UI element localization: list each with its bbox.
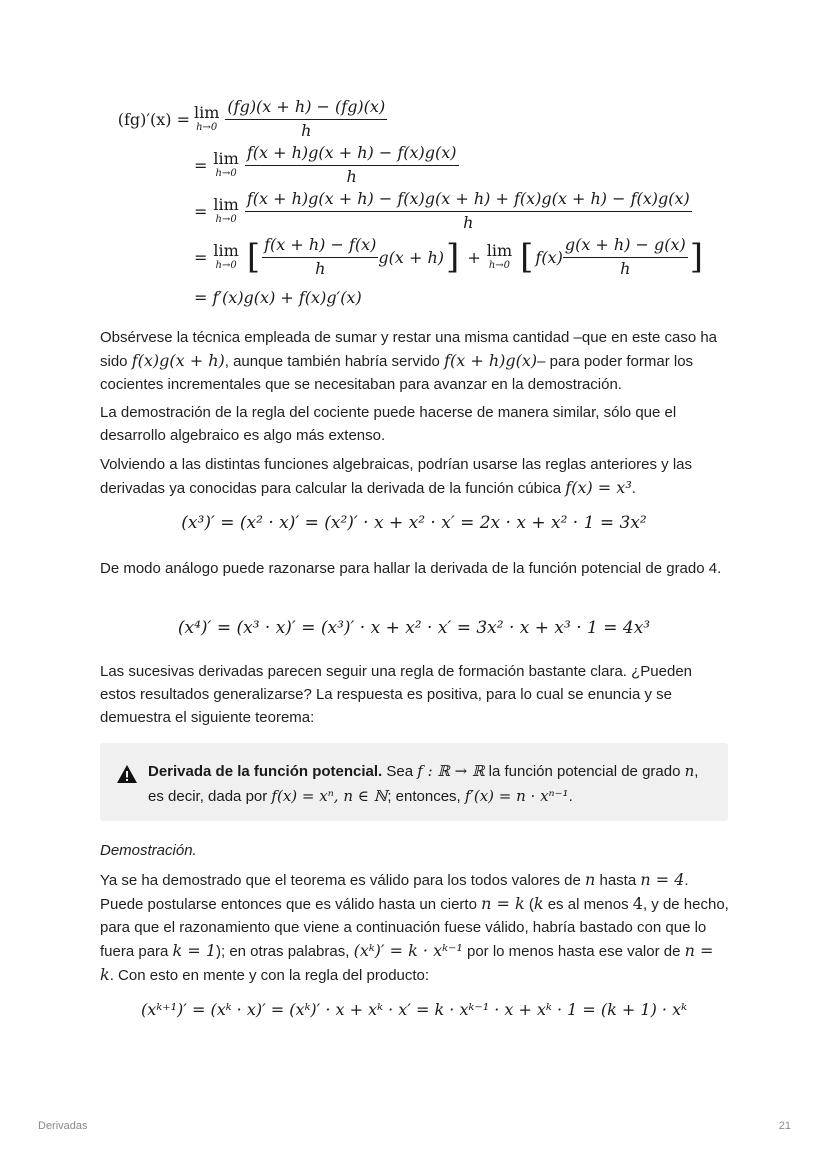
limit-operator: lim h→0: [213, 241, 239, 271]
quartic-derivative-equation: (x⁴)′ = (x³ · x)′ = (x³)′ · x + x² · x′ = 3x² · x + x³ · 1 = 4x³: [177, 618, 651, 638]
paragraph: Obsérvese la técnica empleada de sumar y restar una misma cantidad –que en este caso ha sido f(x)g(x + h), aunque también habría servido f(x + h)g(x)– para poder formar los cocientes incrementales que se necesitaban para avanzar en la demostración.: [100, 329, 718, 393]
paragraph: Las sucesivas derivadas parecen seguir una regla de formación bastante clara. ¿Pueden estos resultados generalizarse? La respuesta es positiva, para lo cual se enuncia y se demuestra el siguiente teorema:: [100, 663, 693, 726]
difference-quotient: $\frac{f(x + h)g(x + h) - f(x)g(x + h) + f(x)g(x + h) - f(x)g(x)}{h}$: [246, 189, 690, 232]
difference-quotient: $\frac{g(x + h) - g(x)}{h}$: [564, 235, 686, 278]
limit-operator: lim h→0: [213, 195, 239, 225]
derivation-result: = f′(x)g(x) + f(x)g′(x): [194, 287, 362, 307]
difference-quotient: $\frac{(fg)(x + h) - (fg)(x)}{h}$: [227, 97, 386, 140]
page-number: 21: [778, 1120, 791, 1132]
paragraph: Volviendo a las distintas funciones algebraicas, podrían usarse las reglas anteriores y las derivadas ya conocidas para calcular la derivada de la función cúbica f(x) = x³.: [100, 456, 693, 497]
difference-quotient: $\frac{f(x + h)g(x + h) - f(x)g(x)}{h}$: [246, 143, 457, 186]
paragraph: De modo análogo puede razonarse para hallar la derivada de la función potencial de grado 4.: [100, 560, 722, 577]
induction-step-equation: (xᵏ⁺¹)′ = (xᵏ · x)′ = (xᵏ)′ · x + xᵏ · x′ = k · xᵏ⁻¹ · x + xᵏ · 1 = (k + 1) · xᵏ: [141, 1000, 687, 1019]
theorem-callout: [100, 743, 728, 821]
cubic-derivative-equation: (x³)′ = (x² · x)′ = (x²)′ · x + x² · x′ = 2x · x + x² · 1 = 3x²: [181, 513, 647, 533]
derivation-lhs: (fg)′(x) =: [117, 110, 190, 129]
proof-label: Demostración.: [100, 842, 197, 859]
paragraph: La demostración de la regla del cociente puede hacerse de manera similar, sólo que el desarrollo algebraico es algo más extenso.: [100, 404, 677, 444]
limit-operator: lim h→0: [194, 103, 220, 133]
theorem-title: Derivada de la función potencial.: [148, 763, 383, 780]
limit-operator: lim h→0: [486, 241, 513, 271]
theorem-text: Derivada de la función potencial. Sea f : ℝ → ℝ la función potencial de grado n, es decir, dada por f(x) = xⁿ, n ∈ ℕ; entonces, f′(x) = n · xⁿ⁻¹.: [148, 762, 699, 805]
document-page: (fg)′(x) = lim h→0 $\frac{(fg)(x + h) - (fg)(x)}{h}$ = lim h→0 $\frac{f(x + h)g(x + h) - f(x)g(x)}{h}$ = lim h→0 $\frac{f(x + h)g(x + h) - f(x)g(x + h) + f(x)g(x + h) - f(x)g(x)}{h}$ = lim h→0 [ $\frac{f(x + h) - f(x)}{h}$ g(x + h) ] + lim h→0 [ f(x) $\frac{g(x + h) - g(x)}{h}$ ] = f′(x)g(x) + f(x)g′(x) Obsérvese la técnica empleada de sumar y restar una misma cantidad –que en este caso ha sido f(x)g(x + h), aunque también habría servido f(x + h)g(x)– para poder formar los cocientes incrementales que se necesitaban para avanzar en la demostración. La demostración de la regla del cociente puede hacerse de manera similar, sólo que el desarrollo algebraico es algo más extenso. Volviendo a las distintas funciones algebraicas, podrían usarse las reglas anteriores y las derivadas ya conocidas para calcular la derivada de la función cúbica f(x) = x³. (x³)′ = (x² · x)′ = (x²)′ · x + x² · x′ = 2x · x + x² · 1 = 3x² De modo análogo puede razonarse para hallar la derivada de la función potencial de grado 4. (x⁴)′ = (x³ · x)′ = (x³)′ · x + x² · x′ = 3x² · x + x³ · 1 = 4x³ Las sucesivas derivadas parecen seguir una regla de formación bastante clara. ¿Pueden estos resultados generalizarse? La respuesta es positiva, para lo cual se enuncia y se demuestra el siguiente teorema: Derivada de la función potencial. Sea f : ℝ → ℝ la función potencial de grado n, es decir, dada por f(x) = xⁿ, n ∈ ℕ; entonces, f′(x) = n · xⁿ⁻¹. Demostración. Ya se ha demostrado que el teorema es válido para los todos valores de n hasta n = 4. Puede postularse entonces que es válido hasta un cierto n = k (k es al menos 4, y de hecho, para que el razonamiento que viene a continuación fuese válido, habría bastado con que lo fuera para k = 1); en otras palabras, (xᵏ)′ = k · xᵏ⁻¹ por lo menos hasta ese valor de n = k. Con esto en mente y con la regla del producto: (xᵏ⁺¹)′ = (xᵏ · x)′ = (xᵏ)′ · x + xᵏ · x′ = k · xᵏ⁻¹ · x + xᵏ · 1 = (k + 1) · xᵏ Derivadas 21: [0, 0, 828, 1171]
paragraph: Ya se ha demostrado que el teorema es válido para los todos valores de n hasta n = 4. Puede postularse entonces que es válido hasta un cierto n = k (k es al menos 4, y de hecho, para que el razonamiento que viene a continuación fuese válido, habría bastado con que lo fuera para k = 1); en otras palabras, (xᵏ)′ = k · xᵏ⁻¹ por lo menos hasta ese valor de n = k. Con esto en mente y con la regla del producto:: [100, 870, 729, 984]
limit-operator: lim h→0: [213, 149, 239, 179]
difference-quotient: $\frac{f(x + h) - f(x)}{h}$: [264, 235, 377, 278]
warning-icon: [116, 764, 138, 784]
footer-title: Derivadas: [38, 1120, 88, 1132]
